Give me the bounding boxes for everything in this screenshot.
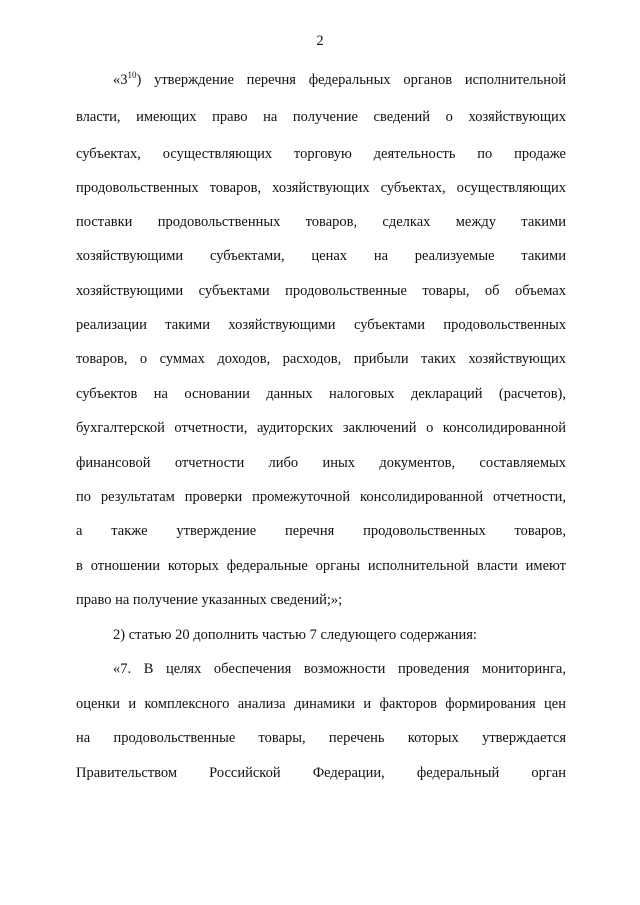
paragraph-1-line-16: право на получение указанных сведений;»; xyxy=(76,592,343,608)
paragraph-3-line-2: оценки и комплексного анализа динамики и факторов формирования цен xyxy=(76,696,566,712)
paragraph-3-line-4: Правительством Российской Федерации, федеральный орган xyxy=(76,765,566,781)
paragraph-1-line-4: продовольственных товаров, хозяйствующих субъектах, осуществляющих xyxy=(76,180,566,196)
paragraph-1-line-7: хозяйствующими субъектами продовольственные товары, об объемах xyxy=(76,283,566,299)
paragraph-1-line-12: финансовой отчетности либо иных документов, составляемых xyxy=(76,455,566,471)
paragraph-1-line-2: власти, имеющих право на получение сведений о хозяйствующих xyxy=(76,109,566,125)
paragraph-1-line-13: по результатам проверки промежуточной консолидированной отчетности, xyxy=(76,489,566,505)
item-superscript: 10 xyxy=(127,70,137,80)
paragraph-1-line-11: бухгалтерской отчетности, аудиторских заключений о консолидированной xyxy=(76,420,566,436)
paragraph-1-line-8: реализации такими хозяйствующими субъектами продовольственных xyxy=(76,317,566,333)
paragraph-1-line-10: субъектов на основании данных налоговых деклараций (расчетов), xyxy=(76,386,566,402)
paragraph-1-line-14: а также утверждение перечня продовольственных товаров, xyxy=(76,523,566,539)
paragraph-1-line-9: товаров, о суммах доходов, расходов, прибыли таких хозяйствующих xyxy=(76,351,566,367)
open-quote-item-number: «3 xyxy=(113,72,128,88)
paragraph-1-line-1-text: ) утверждение перечня федеральных органов исполнительной xyxy=(136,72,566,88)
paragraph-1-line-3: субъектах, осуществляющих торговую деятельность по продаже xyxy=(76,146,566,162)
paragraph-1-line-1 xyxy=(113,70,566,90)
paragraph-2: 2) статью 20 дополнить частью 7 следующего содержания: xyxy=(113,627,477,643)
paragraph-1-line-5: поставки продовольственных товаров, сделках между такими xyxy=(76,214,566,230)
paragraph-1-line-6: хозяйствующими субъектами, ценах на реализуемые такими xyxy=(76,248,566,264)
paragraph-3-line-1: «7. В целях обеспечения возможности проведения мониторинга, xyxy=(113,661,566,677)
paragraph-1-line-15: в отношении которых федеральные органы исполнительной власти имеют xyxy=(76,558,566,574)
page-number: 2 xyxy=(316,33,324,49)
paragraph-3-line-3: на продовольственные товары, перечень которых утверждается xyxy=(76,730,566,746)
